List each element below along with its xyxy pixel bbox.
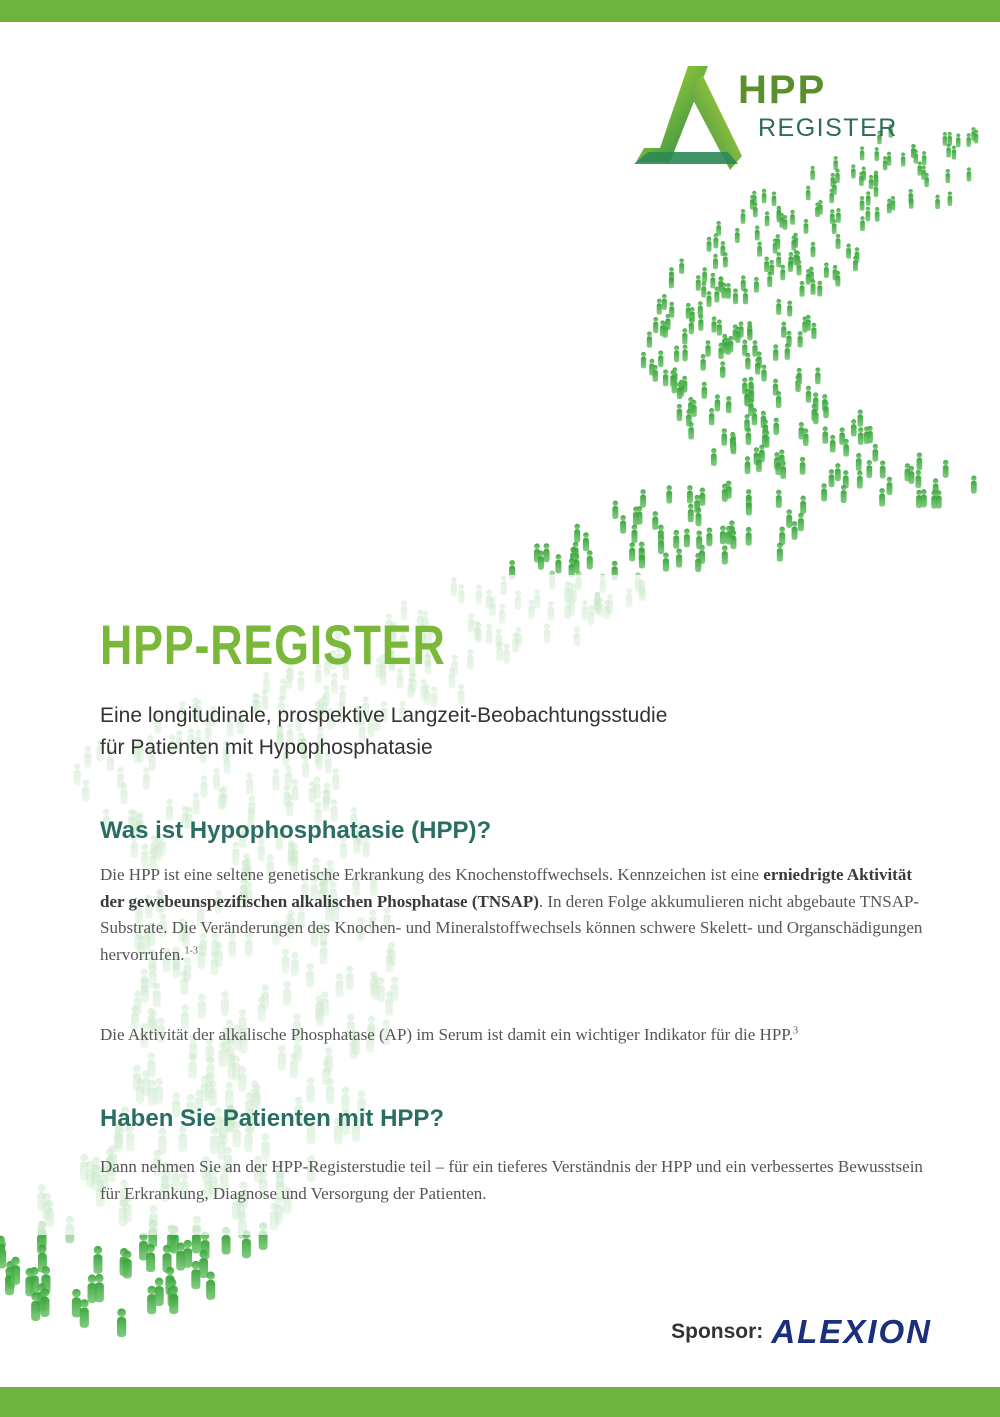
p1-text-after: . In deren Folge akkumulieren nicht abgebaute TNSAP-Substrate. Die Veränderungen des Knochen- und Mineralstoffwechsels können schwere Skelett- und Organschädigungen hervorrufen. [100, 891, 923, 964]
page-subtitle [100, 700, 860, 764]
logo-register-text: REGISTER [758, 114, 898, 142]
page-title: HPP-REGISTER [100, 613, 446, 676]
section1-paragraph-1 [100, 862, 940, 968]
logo-hpp-text: HPP [738, 68, 827, 112]
section-heading-patients: Haben Sie Patienten mit HPP? [100, 1105, 445, 1132]
section-heading-what-is-hpp: Was ist Hypophosphatasie (HPP)? [100, 817, 492, 844]
p1-text-before: Die HPP ist eine seltene genetische Erkrankung des Knochenstoffwechsels. Kennzeichen ist eine [100, 865, 764, 884]
p2-text: Die Aktivität der alkalische Phosphatase (AP) im Serum ist damit ein wichtiger Indikator für die HPP. [100, 1025, 794, 1044]
p1-reference: 1-3 [184, 944, 198, 956]
p1-text-bold: erniedrigte Aktivität der gewebeunspezifischen alkalischen Phosphatase (TNSAP) [100, 865, 912, 911]
section2-paragraph: Dann nehmen Sie an der HPP-Registerstudie teil – für ein tieferes Verständnis der HPP und ein verbessertes Bewusstsein für Erkrankung, Diagnose und Versorgung der Patienten. [100, 1157, 923, 1203]
section1-paragraph-2 [100, 1022, 940, 1049]
subtitle-line-1: Eine longitudinale, prospektive Langzeit-Beobachtungsstudie [100, 704, 668, 727]
subtitle-line-2: für Patienten mit Hypophosphatasie [100, 736, 433, 759]
sponsor-block [671, 1313, 932, 1351]
sponsor-label: Sponsor: [671, 1320, 764, 1343]
p2-reference: 3 [793, 1025, 799, 1037]
alexion-logo: ALEXION [771, 1313, 932, 1350]
